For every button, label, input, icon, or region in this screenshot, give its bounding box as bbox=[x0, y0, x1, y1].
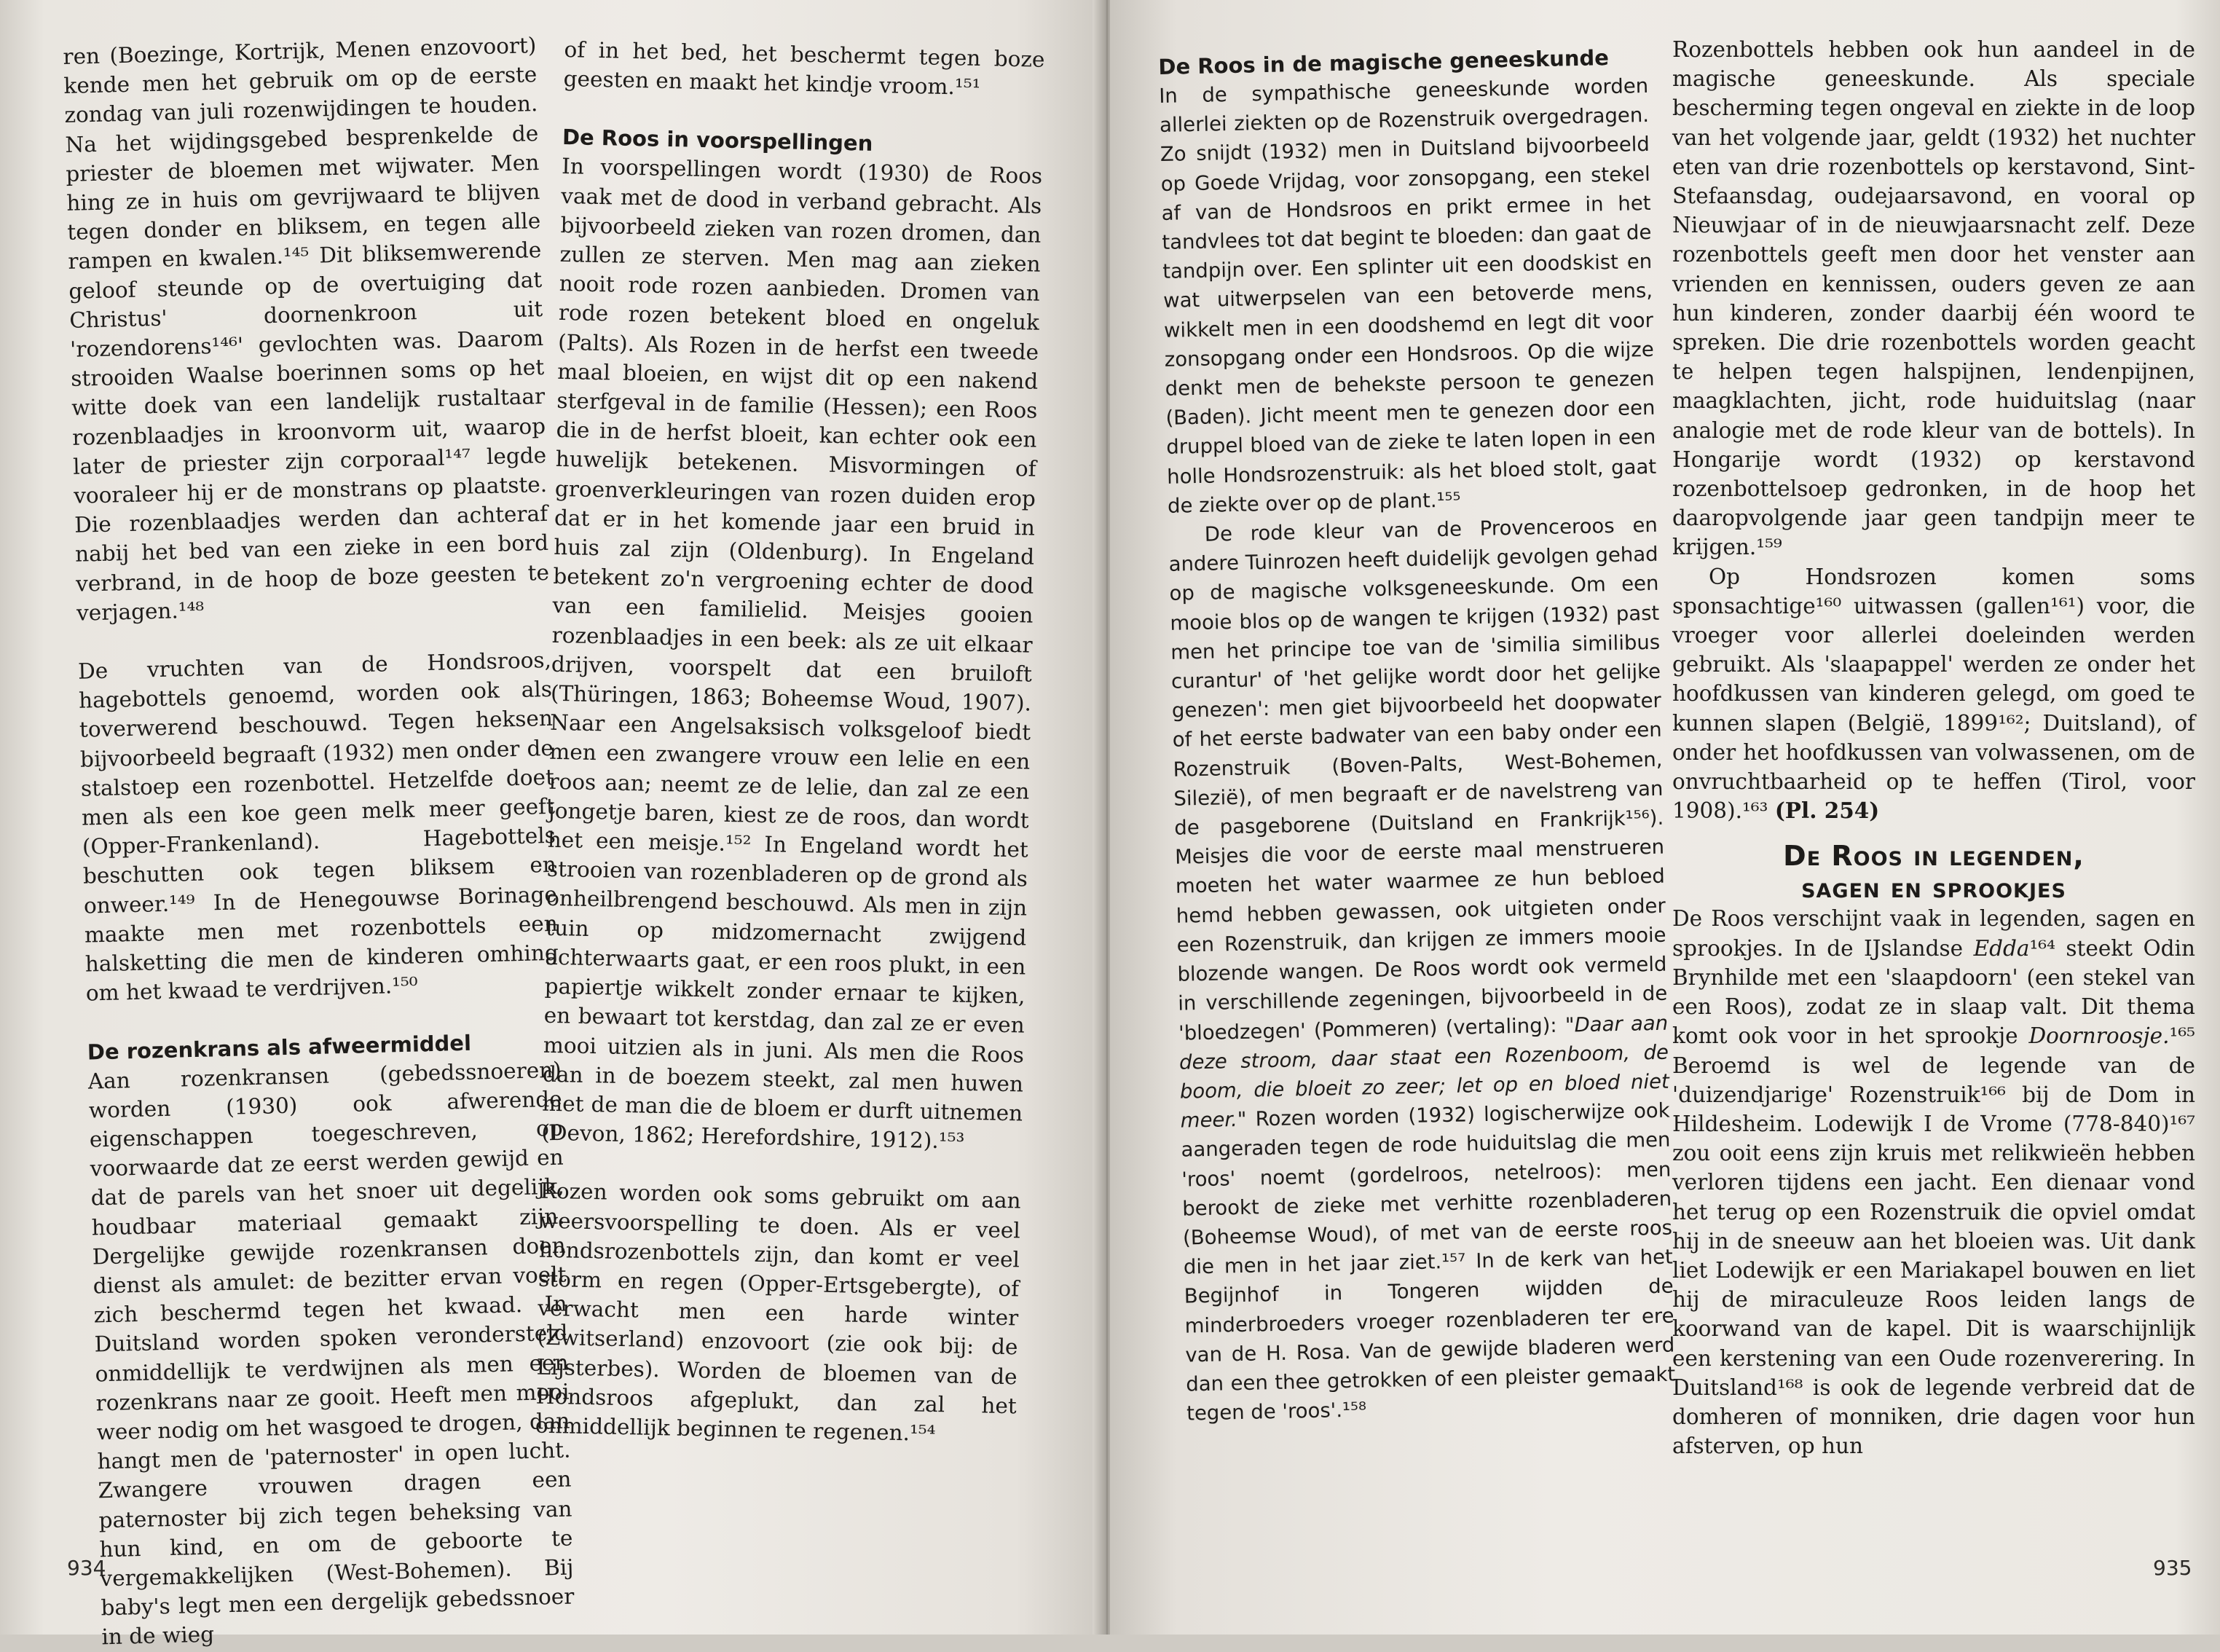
quote: "Daar aan deze stroom, daar staat een Rozenboom, de boom, die bloeit zo zeer; let op en bloed niet meer." bbox=[1178, 1011, 1670, 1133]
paragraph-text: Op Hondsrozen komen soms sponsachtige¹⁶⁰ uitwassen (gallen¹⁶¹) voor, die vroeger voor allerlei doeleinden werden gebruikt. Als 'slaapappel' werden ze onder het hoofdkussen van kinderen gelegd, om goed te kunnen slapen (België, 1899¹⁶²; Duitsland), of onder het hoofdkussen van volwassenen, om de onvruchtbaarheid op te heffen (Tirol, voor 1908).¹⁶³ bbox=[1672, 564, 2195, 824]
paragraph-text: De rode kleur van de Provenceroos en andere Tuinrozen heeft duidelijk gevolgen gehad op de magische volksgeneeskunde. Om een mooie blos op de wangen te krijgen (1932) past men het principe toe van de 'similia similibus curantur' of 'het gelijke wordt door het gelijke genezen': men giet bijvoorbeeld het doopwater of het eerste badwater van een baby onder een Rozenstruik (Boven-Palts, West-Bohemen, Silezië), of men begraaft er de navelstreng van de pasgeborene (Duitsland en Frankrijk¹⁵⁶). Meisjes die voor de eerste maal menstrueren moeten het water waarmee ze hun bebloed hemd hebben gewassen, ook uitgieten onder een Rozenstruik, dan krijgen ze immers mooie blozende wangen. De Roos wordt ook vermeld in verschillende zegeningen, bijvoorbeeld in de 'bloedzegen' (Pommeren) (vertaling): bbox=[1168, 513, 1668, 1045]
paragraph-text: De Roos verschijnt vaak in legenden, sagen en sprookjes. In de IJslandse bbox=[1672, 906, 2195, 961]
subheading: De rozenkrans als afweermiddel bbox=[87, 1030, 472, 1065]
paragraph-text: ¹⁶⁴ steekt Odin Brynhilde met een 'slaapdoorn' (een stekel van een Roos), zodat ze in slaap valt. Dit thema komt ook voor in het sprookje bbox=[1672, 935, 2195, 1049]
paragraph: ren (Boezinge, Kortrijk, Menen enzovoort) kende men het gebruik om op de eerste zondag van juli rozenwijdingen te houden. Na het wijdingsgebed besprenkelde de priester de bloemen met wijwater. Men hing ze in huis om gevrijwaard te blijven tegen donder en bliksem, en tegen alle rampen en kwalen.¹⁴⁵ Dit bliksemwerende geloof steunde op de overtuiging dat Christus' doornenkroon uit 'rozendorens¹⁴⁶' gevlochten was. Daarom strooiden Waalse boerinnen soms op het witte doek van een landelijk rustaltaar rozenblaadjes in kroonvorm uit, waarop later de priester zijn corporaal¹⁴⁷ legde vooraleer hij er de monstrans op plaatste. Die rozenblaadjes werden dan achteraf nabij het bed van een zieke in een bord verbrand, in de hoop de boze geesten te verjagen.¹⁴⁸ bbox=[63, 33, 550, 626]
paragraph-text: Rozen worden (1932) logischerwijze ook aangeraden tegen de rode huiduitslag die men 'roos' noemt (gordelroos, netelroos): men berookt de zieke met verhitte rozenbladeren (Boheemse Woud), of met van de eerste roos die men in het jaar ziet.¹⁵⁷ In de kerk van het Begijnhof in Tongeren wijdden de minderbroeders vroeger rozenbladeren ter ere van de H. Rosa. Van de gewijde bladeren werd dan een thee getrokken of een pleister gemaakt tegen de 'roos'.¹⁵⁸ bbox=[1181, 1098, 1676, 1425]
paragraph: In voorspellingen wordt (1930) de Roos vaak met de dood in verband gebracht. Als bijvoorbeeld zieken van rozen dromen, dan zullen ze sterven. Men mag aan zieken nooit rode rozen aanbieden. Dromen van rode rozen betekent bloed en ongeluk (Palts). Als Rozen in de herfst een tweede maal bloeien, en wijst dit op een nakend sterfgeval in de familie (Hessen); een Roos die in de herfst bloeit, kan echter ook een huwelijk betekenen. Misvormingen of groenverkleuringen van rozen duiden erop dat er in het komende jaar een bruid in huis zal zijn (Oldenburg). In Engeland betekent zo'n vergroening echter de dood van een familielid. Meisjes gooien rozenblaadjes in een beek: als ze uit elkaar drijven, voorspelt dat een bruiloft (Thüringen, 1863; Boheemse Woud, 1907). Naar een Angelsaksisch volksgeloof biedt men een zwangere vrouw een lelie en een roos aan; neemt ze de lelie, dan zal ze een jongetje baren, kiest ze de roos, dan wordt het een meisje.¹⁵² In Engeland wordt het strooien van rozenbladeren op de grond als onheilbrengend beschouwd. Als men in zijn tuin op midzomernacht zwijgend achterwaarts gaat, er een roos plukt, in een papiertje wikkelt zonder ernaar te kijken, en bewaart tot kerstdag, dan zal ze er even mooi uitzien als in juni. Als men die Roos dan in de boezem steekt, zal men huwen met de man die de bloem er durft uitnemen (Devon, 1862; Herefordshire, 1912).¹⁵³ bbox=[541, 154, 1043, 1154]
paragraph-with-quote bbox=[1168, 511, 1676, 1428]
left-column-2 bbox=[535, 35, 1045, 1450]
plate-reference: (Pl. 254) bbox=[1774, 798, 1880, 824]
section-heading-line-1: De Roos in legenden, bbox=[1783, 840, 2085, 873]
page-number: 934 bbox=[67, 1556, 106, 1580]
paragraph: of in het bed, het beschermt tegen boze geesten en maakt het kindje vroom.¹⁵¹ bbox=[563, 36, 1045, 101]
page-number: 935 bbox=[2153, 1556, 2192, 1580]
title-italic: Doornroosje. bbox=[2028, 1023, 2170, 1049]
title-italic: Edda bbox=[1973, 935, 2030, 961]
right-column-1 bbox=[1158, 42, 1676, 1428]
paragraph: Rozen worden ook soms gebruikt om aan weersvoorspelling te doen. Als er veel hondsrozenbottels zijn, dan komt er veel storm en regen (Opper-Ertsgebergte), of verwacht men een harde winter (Zwitserland) enzovoort (zie ook bij: de Lijsterbes). Worden de bloemen van de Hondsroos afgeplukt, dan zal het onmiddellijk beginnen te regenen.¹⁵⁴ bbox=[535, 1178, 1021, 1447]
subheading: De Roos in de magische geneeskunde bbox=[1158, 45, 1610, 79]
paragraph-text: ¹⁶⁵ Beroemd is wel de legende van de 'duizendjarige' Rozenstruik¹⁶⁶ bij de Dom in Hildesheim. Lodewijk I de Vrome (778-840)¹⁶⁷ zou ooit eens zijn kruis met relikwieën hebben verloren tijdens een jacht. Een dienaar vond het terug op een Rozenstruik die opviel omdat hij in de sneeuw aan het bloeien was. Uit dank liet Lodewijk er een Mariakapel bouwen en liet hij de miraculeuze Roos leiden langs de koorwand van de kapel. Dit is waarschijnlijk een kerstening van een Oude rozenverering. In Duitsland¹⁶⁸ is ook de legende verbreid dat de domheren of monniken, drie dagen voor hun afsterven, op hun bbox=[1672, 1023, 2195, 1459]
right-page bbox=[1110, 0, 2220, 1635]
paragraph: In de sympathische geneeskunde worden allerlei ziekten op de Rozenstruik overgedragen. Zo snijdt (1932) men in Duitsland bijvoorbeeld op Goede Vrijdag, voor zonsopgang, een stekel af van de Hondsroos en prikt ermee in het tandvlees tot dat begint te bloeden: dan gaat de tandpijn over. Een splinter uit een doodskist en wat uitwerpselen van een betoverde mens, wikkelt men in een doodshemd en legt dit voor zonsopgang onder een Hondsroos. Op die wijze denkt men de behekste persoon te genezen (Baden). Jicht meent men te genezen door een druppel bloed van de zieke te laten lopen in een holle Hondsrozenstruik: als het bloed stolt, gaat de ziekte over op de plant.¹⁵⁵ bbox=[1158, 74, 1657, 518]
paragraph: De vruchten van de Hondsroos, hagebottels genoemd, worden ook als toverwerend beschouwd. Tegen heksen bijvoorbeeld begraaft (1932) men onder de stalstoep een rozenbottel. Hetzelfde doet men als een koe geen melk meer geeft (Opper-Frankenland). Hagebottels beschutten ook tegen bliksem en onweer.¹⁴⁹ In de Henegouwse Borinage maakte men met rozenbottels een halsketting die men de kinderen omhing om het kwaad te verdrijven.¹⁵⁰ bbox=[77, 647, 559, 1006]
paragraph bbox=[1672, 562, 2195, 826]
paragraph: Rozenbottels hebben ook hun aandeel in de magische geneeskunde. Als speciale bescherming tegen ongeval en ziekte in de loop van het volgende jaar, geldt (1932) het nuchter eten van drie rozenbottels op kerstavond, Sint-Stefaansdag, oudejaarsavond, en vooral op Nieuwjaar of in de nieuwjaarsnacht zelf. Deze rozenbottels geeft men door het venster aan vrienden en kennissen, ouders geven ze aan hun kinderen, zonder daarbij één woord te spreken. Die drie rozenbottels worden geacht te helpen tegen halspijnen, lendenpijnen, maagklachten, jicht, rode huiduitslag (naar analogie met de rode kleur van de bottels). In Hongarije wordt (1932) op kerstavond rozenbottelsoep gedronken, in de hoop het daaropvolgende jaar geen tandpijn meer te krijgen.¹⁵⁹ bbox=[1672, 37, 2195, 560]
paragraph: Aan rozenkransen (gebedssnoeren) worden (1930) ook afwerende eigenschappen toegeschreven, op voorwaarde dat ze eerst werden gewijd en dat de parels van het snoer uit degelijk, houdbaar materiaal gemaakt zijn. Dergelijke gewijde rozenkransen doen dienst als amulet: de bezitter ervan voelt zich beschermd tegen het kwaad. In Duitsland worden spoken verondersteld onmiddellijk te verdwijnen als men een rozenkrans naar ze gooit. Heeft men mooi weer nodig om het wasgoed te drogen, dan hangt men de 'paternoster' in open lucht. Zwangere vrouwen dragen een paternoster bij zich tegen beheksing van hun kind, en om de geboorte te vergemakkelijken (West-Bohemen). Bij baby's legt men een dergelijk gebedssnoer in de wieg bbox=[87, 1057, 575, 1650]
right-column-2 bbox=[1672, 35, 2195, 1460]
section-heading-line-2: sagen en sprookjes bbox=[1801, 872, 2066, 905]
left-page bbox=[0, 0, 1104, 1650]
section-heading bbox=[1672, 840, 2195, 904]
left-column-1 bbox=[63, 31, 575, 1652]
paragraph bbox=[1672, 904, 2195, 1460]
subheading: De Roos in voorspellingen bbox=[562, 125, 873, 157]
